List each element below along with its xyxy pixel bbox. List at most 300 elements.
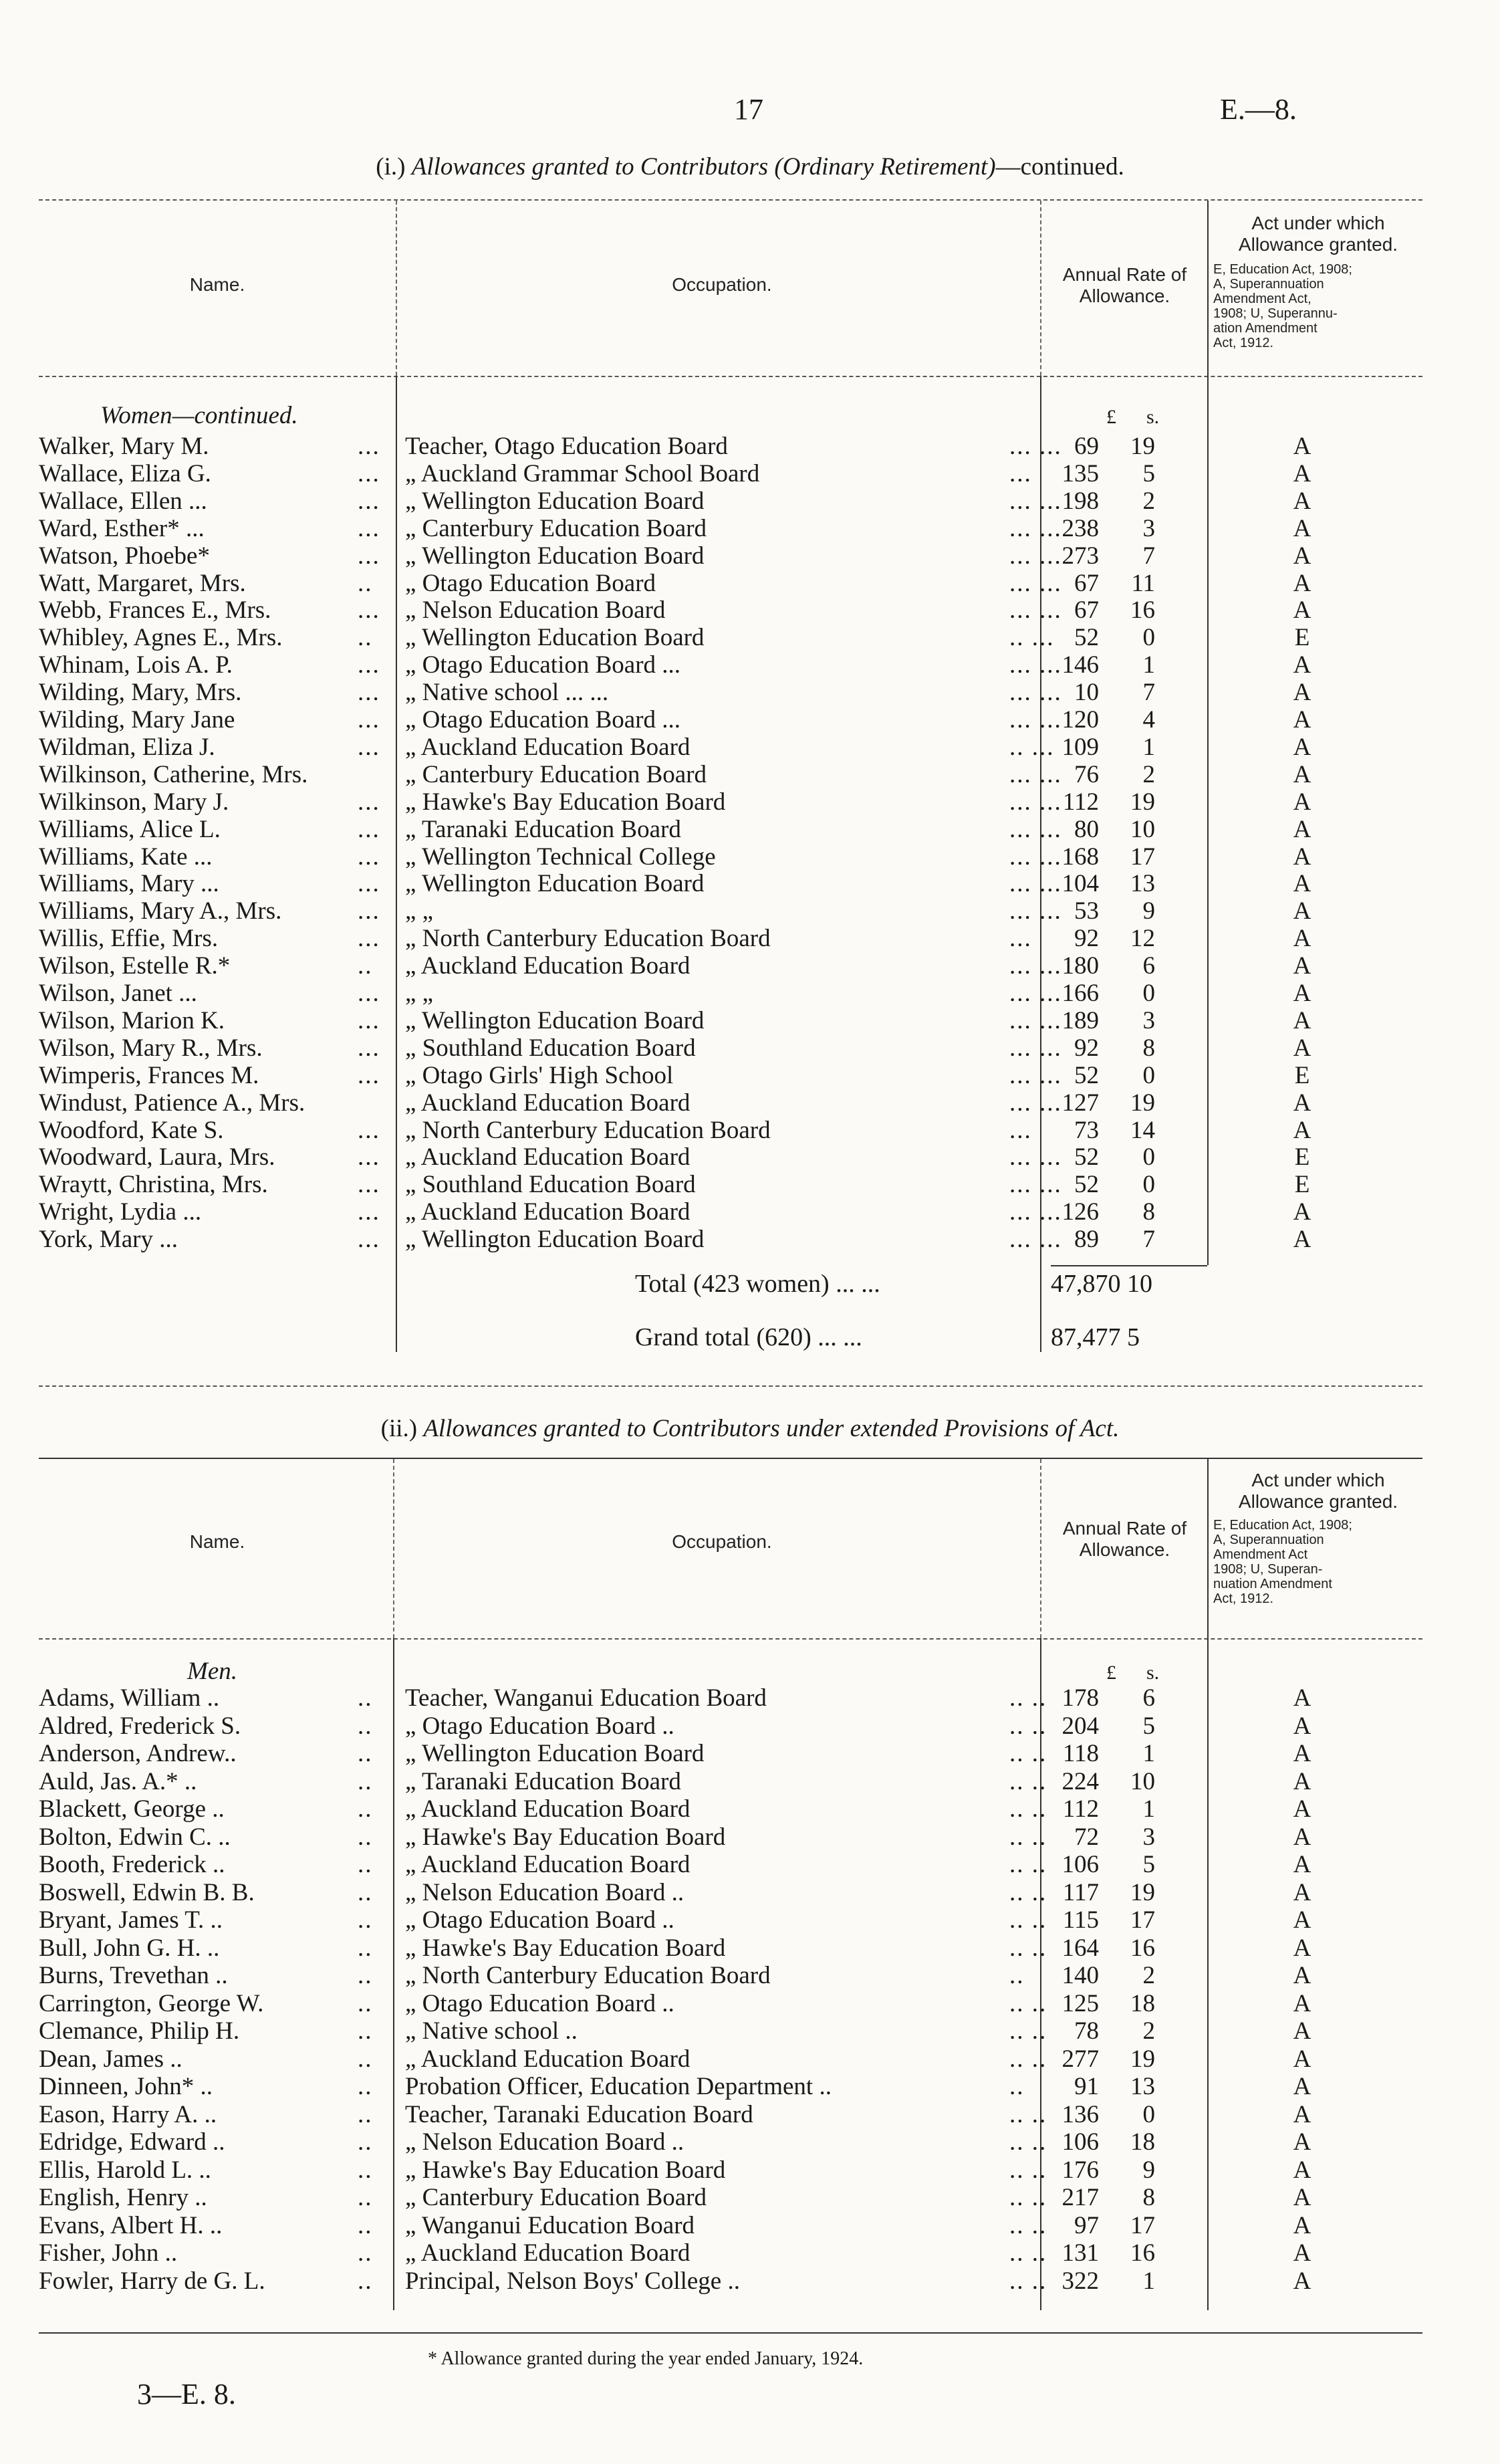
row-shillings: 8 (1142, 1198, 1155, 1226)
row-leader: ... (358, 514, 380, 542)
row-leader: .. .. (1009, 1906, 1047, 1934)
row-pounds: 67 (1074, 569, 1099, 597)
row-leader: .. (358, 1823, 373, 1851)
row-leader: .. (358, 2100, 373, 2128)
table2-header-occupation: Occupation. (672, 1531, 772, 1552)
row-shillings: 17 (1130, 1906, 1155, 1934)
row-leader: .. .. (1009, 1934, 1047, 1962)
row-occupation: Principal, Nelson Boys' College .. (405, 2267, 740, 2295)
row-leader: .. (358, 1851, 373, 1878)
table-row (0, 844, 1500, 871)
row-pounds: 126 (1061, 1198, 1099, 1226)
row-leader: .. .. (1009, 1878, 1047, 1906)
row-shillings: 1 (1142, 1795, 1155, 1823)
row-act: A (1293, 2156, 1311, 2184)
row-pounds: 10 (1074, 679, 1099, 707)
table-row (0, 1713, 1500, 1740)
row-pounds: 52 (1074, 624, 1099, 652)
row-pounds: 115 (1062, 1906, 1099, 1934)
row-pounds: 277 (1061, 2045, 1099, 2073)
table-row (0, 543, 1500, 570)
row-shillings: 0 (1142, 2100, 1155, 2128)
row-name: York, Mary ... (39, 1226, 178, 1254)
row-occupation: „ Auckland Education Board (405, 2045, 691, 2073)
row-pounds: 106 (1061, 1851, 1099, 1878)
row-shillings: 19 (1130, 2045, 1155, 2073)
row-name: Wright, Lydia ... (39, 1198, 202, 1226)
row-act: A (1293, 1740, 1311, 1767)
row-pounds: 125 (1061, 1989, 1099, 2017)
row-shillings: 5 (1142, 1851, 1155, 1878)
row-name: Bull, John G. H. .. (39, 1934, 220, 1962)
row-occupation: „ Otago Girls' High School (405, 1061, 674, 1089)
row-leader: ... ... (1009, 1089, 1062, 1117)
row-occupation: „ Wanganui Education Board (405, 2211, 695, 2239)
row-shillings: 13 (1130, 870, 1155, 898)
table-row (0, 1117, 1500, 1144)
row-leader: ... (358, 433, 380, 460)
table-row (0, 2157, 1500, 2184)
row-name: Ward, Esther* ... (39, 514, 205, 542)
row-occupation: „ „ (405, 897, 434, 925)
row-pounds: 189 (1061, 1006, 1099, 1034)
row-occupation: „ Auckland Education Board (405, 1795, 691, 1823)
row-leader: ... (358, 596, 380, 625)
row-act: A (1293, 843, 1311, 871)
row-leader: .. (358, 1684, 373, 1712)
row-name: Burns, Trevethan .. (39, 1962, 228, 1989)
table2-unit-pounds: £ (1106, 1662, 1116, 1684)
table-row (0, 1796, 1500, 1823)
row-leader: .. (358, 1906, 373, 1934)
row-shillings: 9 (1142, 2156, 1155, 2184)
row-name: Williams, Mary ... (39, 870, 219, 898)
table2-header-divider (1040, 1459, 1041, 1638)
row-pounds: 97 (1074, 2211, 1099, 2239)
row-leader: ... ... (1009, 1061, 1062, 1089)
row-shillings: 1 (1142, 1740, 1155, 1767)
row-pounds: 109 (1061, 733, 1099, 761)
row-shillings: 0 (1142, 980, 1155, 1007)
row-name: Wilson, Marion K. (39, 1006, 225, 1034)
table-row (0, 2268, 1500, 2295)
row-shillings: 0 (1142, 624, 1155, 652)
table-row (0, 570, 1500, 597)
table-row (0, 625, 1500, 651)
row-name: Williams, Alice L. (39, 815, 221, 843)
row-act: A (1293, 459, 1311, 487)
row-name: Wallace, Ellen ... (39, 487, 207, 515)
row-name: Carrington, George W. (39, 1989, 264, 2017)
row-leader: .. .. (1009, 2017, 1047, 2045)
row-act: E (1294, 624, 1310, 652)
table-row (0, 1199, 1500, 1226)
row-shillings: 19 (1130, 1878, 1155, 1906)
row-leader: ... ... (1009, 679, 1062, 707)
row-leader: .. (1009, 1962, 1025, 1989)
row-name: Dean, James .. (39, 2045, 182, 2073)
table1-top-rule (39, 199, 1422, 201)
row-shillings: 17 (1130, 2211, 1155, 2239)
row-pounds: 76 (1074, 760, 1099, 788)
row-act: A (1293, 733, 1311, 761)
row-pounds: 117 (1062, 1878, 1099, 1906)
row-occupation: „ Wellington Technical College (405, 843, 716, 871)
table-row (0, 762, 1500, 788)
row-leader: ... (358, 1061, 380, 1089)
table1-header-divider (1207, 201, 1209, 376)
row-occupation: „ Wellington Education Board (405, 870, 705, 898)
row-leader: ... ... (1009, 843, 1062, 871)
row-occupation: „ Otago Education Board ... (405, 651, 681, 679)
row-name: Willis, Effie, Mrs. (39, 925, 219, 953)
row-occupation: „ Wellington Education Board (405, 542, 705, 570)
row-name: Wilson, Mary R., Mrs. (39, 1034, 263, 1062)
row-act: A (1293, 2017, 1311, 2045)
row-shillings: 10 (1130, 1767, 1155, 1795)
row-leader: .. (358, 2211, 373, 2239)
row-name: English, Henry .. (39, 2184, 207, 2211)
row-leader: .. (358, 624, 373, 652)
row-leader: ... (358, 706, 380, 734)
row-name: Watson, Phoebe* (39, 542, 210, 570)
row-shillings: 13 (1130, 2073, 1155, 2100)
row-pounds: 135 (1061, 459, 1099, 487)
row-shillings: 4 (1142, 706, 1155, 734)
row-leader: ... (358, 788, 380, 816)
row-occupation: „ Auckland Education Board (405, 733, 691, 761)
row-occupation: „ Nelson Education Board .. (405, 2128, 684, 2156)
row-leader: ... ... (1009, 569, 1062, 597)
row-shillings: 11 (1131, 569, 1155, 597)
row-name: Williams, Mary A., Mrs. (39, 897, 282, 925)
row-pounds: 69 (1074, 433, 1099, 460)
row-act: A (1293, 1795, 1311, 1823)
row-act: A (1293, 1878, 1311, 1906)
row-pounds: 112 (1062, 1795, 1099, 1823)
row-leader: .. .. (1009, 1823, 1047, 1851)
row-leader: .. .. (1009, 2100, 1047, 2128)
row-pounds: 89 (1074, 1226, 1099, 1254)
table-row (0, 789, 1500, 816)
table2-header-divider (1207, 1459, 1209, 1638)
row-pounds: 73 (1074, 1116, 1099, 1144)
table-row (0, 1685, 1500, 1712)
row-leader: .. (358, 1934, 373, 1962)
row-act: A (1293, 679, 1311, 707)
row-occupation: „ Canterbury Education Board (405, 760, 707, 788)
table-row (0, 2185, 1500, 2211)
table1-caption: (i.) Allowances granted to Contributors (Ordinary Retirement)—continued. (376, 153, 1124, 181)
row-shillings: 7 (1142, 1226, 1155, 1254)
row-shillings: 1 (1142, 651, 1155, 679)
row-leader: .. (358, 2184, 373, 2211)
row-act: A (1293, 514, 1311, 542)
table1-header-occupation: Occupation. (672, 274, 772, 295)
row-act: A (1293, 706, 1311, 734)
row-name: Ellis, Harold L. .. (39, 2156, 211, 2184)
row-leader: ... ... (1009, 514, 1062, 542)
row-name: Blackett, George .. (39, 1795, 225, 1823)
row-name: Woodford, Kate S. (39, 1116, 224, 1144)
row-leader: ... (358, 1034, 380, 1062)
row-pounds: 52 (1074, 1171, 1099, 1199)
row-leader: ... ... (1009, 651, 1062, 679)
row-leader: ... (1009, 1116, 1032, 1144)
row-leader: .. (358, 952, 373, 980)
row-pounds: 224 (1061, 1767, 1099, 1795)
row-leader: ... ... (1009, 706, 1062, 734)
row-pounds: 91 (1074, 2073, 1099, 2100)
row-occupation: „ Native school .. (405, 2017, 578, 2045)
row-act: A (1293, 870, 1311, 898)
row-pounds: 136 (1061, 2100, 1099, 2128)
row-shillings: 16 (1130, 1934, 1155, 1962)
row-occupation: „ Taranaki Education Board (405, 1767, 681, 1795)
row-leader: .. (358, 2017, 373, 2045)
table1-header-name: Name. (189, 274, 245, 295)
table-row (0, 488, 1500, 515)
row-pounds: 204 (1061, 1712, 1099, 1740)
row-name: Evans, Albert H. .. (39, 2211, 223, 2239)
row-name: Wilkinson, Mary J. (39, 788, 229, 816)
row-leader: .. ... (1009, 624, 1055, 652)
row-leader: .. (358, 2239, 373, 2267)
row-pounds: 238 (1061, 514, 1099, 542)
row-leader: .. .. (1009, 2128, 1047, 2156)
row-leader: .. .. (1009, 2045, 1047, 2073)
row-name: Aldred, Frederick S. (39, 1712, 241, 1740)
row-name: Whinam, Lois A. P. (39, 651, 233, 679)
row-leader: ... (358, 487, 380, 515)
row-leader: ... (358, 679, 380, 707)
row-occupation: „ Otago Education Board .. (405, 1712, 674, 1740)
row-shillings: 1 (1142, 2267, 1155, 2295)
row-act: A (1293, 542, 1311, 570)
row-leader: ... ... (1009, 980, 1062, 1007)
table-row (0, 1035, 1500, 1062)
row-shillings: 3 (1142, 514, 1155, 542)
table-row (0, 1769, 1500, 1795)
row-name: Wilson, Estelle R.* (39, 952, 231, 980)
row-occupation: „ Hawke's Bay Education Board (405, 1934, 726, 1962)
row-leader: ... (358, 1171, 380, 1199)
row-act: A (1293, 1989, 1311, 2017)
row-pounds: 92 (1074, 1034, 1099, 1062)
row-pounds: 120 (1061, 706, 1099, 734)
row-pounds: 140 (1061, 1962, 1099, 1989)
row-shillings: 0 (1142, 1143, 1155, 1171)
row-leader: ... (358, 897, 380, 925)
row-act: A (1293, 569, 1311, 597)
row-shillings: 6 (1142, 952, 1155, 980)
row-name: Auld, Jas. A.* .. (39, 1767, 197, 1795)
row-shillings: 14 (1130, 1116, 1155, 1144)
document-reference: E.—8. (1220, 93, 1297, 126)
row-pounds: 78 (1074, 2017, 1099, 2045)
table-row (0, 516, 1500, 542)
row-act: E (1294, 1171, 1310, 1199)
table-row (0, 1824, 1500, 1851)
row-pounds: 198 (1061, 487, 1099, 515)
row-occupation: „ Canterbury Education Board (405, 514, 707, 542)
row-leader: ... ... (1009, 815, 1062, 843)
row-pounds: 53 (1074, 897, 1099, 925)
row-pounds: 104 (1061, 870, 1099, 898)
row-name: Wildman, Eliza J. (39, 733, 215, 761)
row-leader: ... ... (1009, 487, 1062, 515)
row-shillings: 10 (1130, 815, 1155, 843)
row-leader: .. .. (1009, 2239, 1047, 2267)
row-occupation: Teacher, Taranaki Education Board (405, 2100, 753, 2128)
row-name: Watt, Margaret, Mrs. (39, 569, 246, 597)
page-number: 17 (734, 93, 763, 126)
table-row (0, 2102, 1500, 2128)
row-leader: .. (358, 1962, 373, 1989)
row-act: A (1293, 2184, 1311, 2211)
row-occupation: „ Otago Education Board .. (405, 1989, 674, 2017)
row-shillings: 5 (1142, 1712, 1155, 1740)
row-pounds: 131 (1061, 2239, 1099, 2267)
row-act: A (1293, 897, 1311, 925)
row-pounds: 322 (1061, 2267, 1099, 2295)
row-pounds: 72 (1074, 1823, 1099, 1851)
row-occupation: „ Native school ... ... (405, 679, 609, 707)
table2-section-heading: Men. (187, 1658, 237, 1685)
row-leader: .. .. (1009, 1767, 1047, 1795)
table-row (0, 1090, 1500, 1117)
row-act: A (1293, 1034, 1311, 1062)
table1-header-rate: Annual Rate of Allowance. (1062, 264, 1187, 306)
row-leader: ... ... (1009, 542, 1062, 570)
row-leader: ... (358, 1226, 380, 1254)
row-name: Williams, Kate ... (39, 843, 213, 871)
row-pounds: 52 (1074, 1061, 1099, 1089)
row-leader: ... ... (1009, 1226, 1062, 1254)
table2-header-divider (393, 1459, 394, 1638)
row-occupation: „ Wellington Education Board (405, 1226, 705, 1254)
row-name: Wilding, Mary Jane (39, 706, 235, 734)
row-leader: ... ... (1009, 1143, 1062, 1171)
table-row (0, 597, 1500, 624)
row-shillings: 8 (1142, 2184, 1155, 2211)
table-row (0, 1852, 1500, 1878)
table-row (0, 679, 1500, 706)
row-leader: ... (358, 980, 380, 1007)
row-name: Fowler, Harry de G. L. (39, 2267, 265, 2295)
table-row (0, 816, 1500, 843)
row-leader: .. .. (1009, 1851, 1047, 1878)
row-leader: ... (358, 542, 380, 570)
row-occupation: „ Otago Education Board (405, 569, 656, 597)
row-pounds: 168 (1061, 843, 1099, 871)
row-act: A (1293, 2128, 1311, 2156)
row-act: A (1293, 1089, 1311, 1117)
row-leader: .. (358, 1712, 373, 1740)
row-act: A (1293, 1006, 1311, 1034)
table1-total-label: Total (423 women) ... ... (635, 1270, 880, 1298)
row-leader: ... (358, 1006, 380, 1034)
row-shillings: 16 (1130, 596, 1155, 625)
row-leader: ... ... (1009, 870, 1062, 898)
row-leader: .. (358, 2045, 373, 2073)
row-leader: .. (358, 569, 373, 597)
row-occupation: Teacher, Otago Education Board (405, 433, 728, 460)
row-occupation: „ Wellington Education Board (405, 487, 705, 515)
row-leader: ... (1009, 459, 1032, 487)
row-occupation: „ Hawke's Bay Education Board (405, 2156, 726, 2184)
table1-header-rule (39, 376, 1422, 377)
row-leader: ... ... (1009, 596, 1062, 625)
row-act: A (1293, 1851, 1311, 1878)
row-occupation: „ Auckland Education Board (405, 1851, 691, 1878)
row-occupation: „ Auckland Education Board (405, 952, 691, 980)
table1-total-rule (1051, 1265, 1207, 1266)
row-leader: .. .. (1009, 2156, 1047, 2184)
row-pounds: 112 (1062, 788, 1099, 816)
table-row (0, 1226, 1500, 1253)
row-leader: .. .. (1009, 1684, 1047, 1712)
row-pounds: 80 (1074, 815, 1099, 843)
table2-header-name: Name. (189, 1531, 245, 1552)
row-leader: .. (358, 2156, 373, 2184)
row-occupation: „ Auckland Education Board (405, 1198, 691, 1226)
table-row (0, 707, 1500, 734)
row-leader: .. (358, 1795, 373, 1823)
row-name: Dinneen, John* .. (39, 2073, 213, 2100)
row-name: Bolton, Edwin C. .. (39, 1823, 231, 1851)
row-shillings: 18 (1130, 2128, 1155, 2156)
row-act: A (1293, 651, 1311, 679)
row-leader: ... ... (1009, 1171, 1062, 1199)
row-occupation: „ Hawke's Bay Education Board (405, 788, 726, 816)
row-occupation: „ Wellington Education Board (405, 624, 705, 652)
row-shillings: 19 (1130, 1089, 1155, 1117)
row-occupation: „ Taranaki Education Board (405, 815, 681, 843)
row-act: A (1293, 2100, 1311, 2128)
row-shillings: 2 (1142, 760, 1155, 788)
row-act: A (1293, 1767, 1311, 1795)
row-name: Boswell, Edwin B. B. (39, 1878, 255, 1906)
row-shillings: 19 (1130, 788, 1155, 816)
table-row (0, 2046, 1500, 2073)
table1-header-act: Act under which Allowance granted. (1238, 213, 1398, 255)
row-pounds: 164 (1061, 1934, 1099, 1962)
table-row (0, 898, 1500, 925)
row-name: Anderson, Andrew.. (39, 1740, 237, 1767)
row-leader: ... ... (1009, 788, 1062, 816)
row-shillings: 6 (1142, 1684, 1155, 1712)
table1-unit-pounds: £ (1106, 406, 1116, 428)
row-act: A (1293, 1198, 1311, 1226)
row-name: Wilkinson, Catherine, Mrs. (39, 760, 308, 788)
row-leader: ... ... (1009, 1198, 1062, 1226)
row-act: A (1293, 1684, 1311, 1712)
row-act: A (1293, 487, 1311, 515)
row-occupation: „ Wellington Education Board (405, 1740, 705, 1767)
row-act: A (1293, 815, 1311, 843)
row-act: A (1293, 1934, 1311, 1962)
table-row (0, 652, 1500, 679)
row-leader: ... ... (1009, 1006, 1062, 1034)
row-name: Wilding, Mary, Mrs. (39, 679, 242, 707)
table2-header-rule (39, 1638, 1422, 1640)
row-leader: .. .. (1009, 2184, 1047, 2211)
row-name: Walker, Mary M. (39, 433, 209, 460)
table-row (0, 1171, 1500, 1198)
row-leader: ... (358, 1116, 380, 1144)
row-shillings: 9 (1142, 897, 1155, 925)
